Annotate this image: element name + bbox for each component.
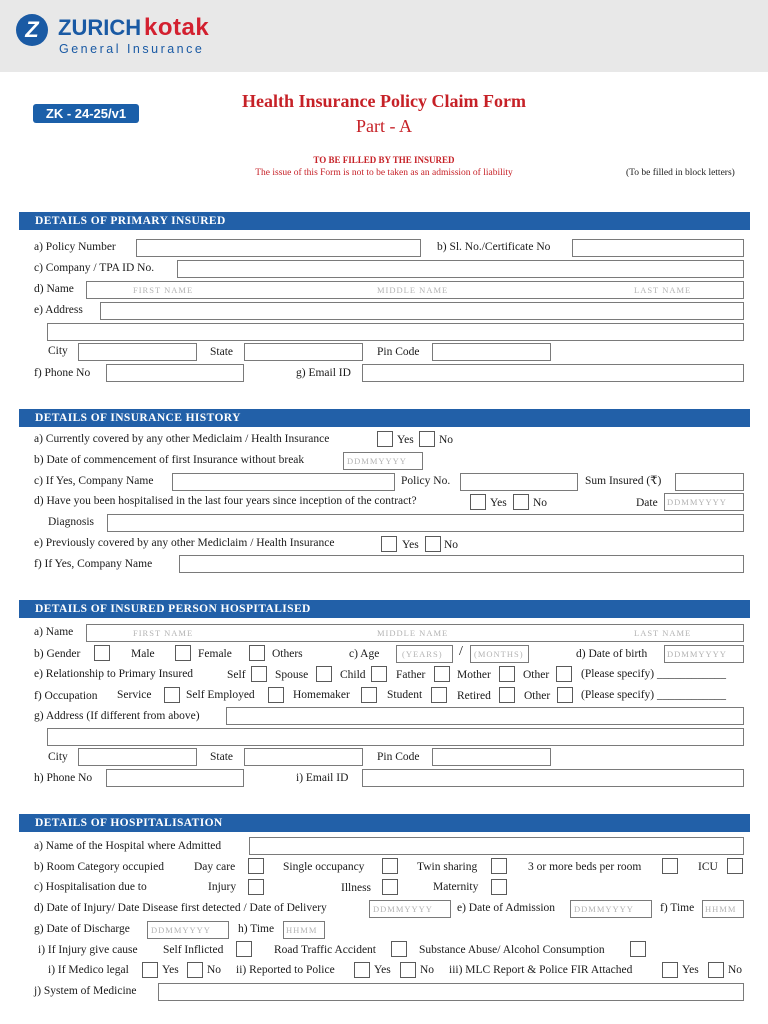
rel-other-label: Other xyxy=(523,669,550,681)
phone-label: f) Phone No xyxy=(34,367,91,379)
age-months-placeholder: (MONTHS) xyxy=(474,649,524,659)
middle-name-placeholder: MIDDLE NAME xyxy=(377,285,449,295)
occ-self-employed-checkbox[interactable] xyxy=(268,687,284,703)
rel-self-checkbox[interactable] xyxy=(251,666,267,682)
police-no-checkbox[interactable] xyxy=(400,962,416,978)
certificate-no-label: b) Sl. No./Certificate No xyxy=(437,241,551,253)
mlc-yes-checkbox[interactable] xyxy=(662,962,678,978)
police-label: ii) Reported to Police xyxy=(236,964,335,976)
age-years-placeholder: (YEARS) xyxy=(402,649,443,659)
rel-spouse-checkbox[interactable] xyxy=(316,666,332,682)
rel-father-checkbox[interactable] xyxy=(434,666,450,682)
rel-child-checkbox[interactable] xyxy=(371,666,387,682)
company-tpa-label: c) Company / TPA ID No. xyxy=(34,262,155,274)
first-insurance-date-placeholder: DDMMYYYY xyxy=(347,456,407,466)
brand-tagline: General Insurance xyxy=(59,42,205,56)
pin-code-label: Pin Code xyxy=(377,346,420,358)
due-illness-checkbox[interactable] xyxy=(382,879,398,895)
rel-spouse-label: Spouse xyxy=(275,669,309,681)
cause-substance-checkbox[interactable] xyxy=(630,941,646,957)
state-field[interactable] xyxy=(244,343,363,361)
admission-date-label: e) Date of Admission xyxy=(457,902,556,914)
brand-name xyxy=(58,14,209,42)
dob-placeholder: DDMMYYYY xyxy=(667,649,727,659)
history-a-yes-checkbox[interactable] xyxy=(377,431,393,447)
certificate-no-field[interactable] xyxy=(572,239,744,257)
patient-city-label: City xyxy=(48,751,68,763)
patient-address-label: g) Address (If different from above) xyxy=(34,710,200,722)
history-policy-no-label: Policy No. xyxy=(401,475,451,487)
history-a-yes-label: Yes xyxy=(397,434,414,446)
form-title: Health Insurance Policy Claim Form xyxy=(242,91,526,111)
medico-legal-label: i) If Medico legal xyxy=(48,964,129,976)
brand-zurich: ZURICH xyxy=(58,15,142,40)
medico-legal-yes-label: Yes xyxy=(162,964,179,976)
hospitalisation-due-label: c) Hospitalisation due to xyxy=(34,881,147,893)
rel-self-label: Self xyxy=(227,669,246,681)
medico-legal-no-label: No xyxy=(207,964,222,976)
history-a-no-checkbox[interactable] xyxy=(419,431,435,447)
sum-insured-field[interactable] xyxy=(675,473,744,491)
history-e-yes-label: Yes xyxy=(402,539,419,551)
rel-father-label: Father xyxy=(396,669,426,681)
relationship-label: e) Relationship to Primary Insured xyxy=(34,668,194,680)
rel-child-label: Child xyxy=(340,669,366,681)
rel-other-checkbox[interactable] xyxy=(556,666,572,682)
pin-code-field[interactable] xyxy=(432,343,551,361)
gender-label: b) Gender xyxy=(34,648,81,660)
room-day-care-label: Day care xyxy=(194,861,236,873)
history-f-label: f) If Yes, Company Name xyxy=(34,558,153,570)
patient-email-label: i) Email ID xyxy=(296,772,349,784)
system-of-medicine-field[interactable] xyxy=(158,983,744,1001)
history-policy-no-field[interactable] xyxy=(460,473,578,491)
room-twin-checkbox[interactable] xyxy=(491,858,507,874)
gender-female-checkbox[interactable] xyxy=(175,645,191,661)
patient-first-name-placeholder: FIRST NAME xyxy=(133,628,194,638)
medico-legal-yes-checkbox[interactable] xyxy=(142,962,158,978)
room-single-label: Single occupancy xyxy=(283,861,365,873)
history-d-date-label: Date xyxy=(636,497,658,509)
admission-time-label: f) Time xyxy=(660,902,695,914)
occ-specify-label: (Please specify) ____________ xyxy=(581,689,726,701)
last-name-placeholder: LAST NAME xyxy=(634,285,692,295)
email-label: g) Email ID xyxy=(296,367,351,379)
room-three-plus-checkbox[interactable] xyxy=(662,858,678,874)
filled-by-note: TO BE FILLED BY THE INSURED xyxy=(313,155,455,165)
injury-date-placeholder: DDMMYYYY xyxy=(373,904,433,914)
discharge-date-placeholder: DDMMYYYY xyxy=(151,925,211,935)
mlc-no-label: No xyxy=(728,964,743,976)
city-label: City xyxy=(48,345,68,357)
brand-kotak: kotak xyxy=(143,14,210,41)
occ-homemaker-label: Homemaker xyxy=(293,689,350,701)
room-single-checkbox[interactable] xyxy=(382,858,398,874)
occ-retired-label: Retired xyxy=(457,690,491,702)
company-tpa-field[interactable] xyxy=(177,260,744,278)
admission-date-placeholder: DDMMYYYY xyxy=(574,904,634,914)
cause-rta-checkbox[interactable] xyxy=(391,941,407,957)
history-f-company-field[interactable] xyxy=(179,555,744,573)
section-primary-insured: DETAILS OF PRIMARY INSURED xyxy=(19,212,750,230)
injury-cause-label: i) If Injury give cause xyxy=(38,944,138,956)
history-c-label: c) If Yes, Company Name xyxy=(34,475,154,487)
dob-label: d) Date of birth xyxy=(576,648,648,660)
history-company-name-field[interactable] xyxy=(172,473,395,491)
mlc-yes-label: Yes xyxy=(682,964,699,976)
due-maternity-checkbox[interactable] xyxy=(491,879,507,895)
gender-female-label: Female xyxy=(198,648,232,660)
section-insurance-history: DETAILS OF INSURANCE HISTORY xyxy=(19,409,750,427)
patient-name-label: a) Name xyxy=(34,626,74,638)
system-of-medicine-label: j) System of Medicine xyxy=(34,985,137,997)
due-illness-label: Illness xyxy=(341,882,372,894)
form-code-badge: ZK - 24-25/v1 xyxy=(33,104,139,123)
state-label: State xyxy=(210,346,233,358)
patient-last-name-placeholder: LAST NAME xyxy=(634,628,692,638)
police-yes-checkbox[interactable] xyxy=(354,962,370,978)
discharge-date-label: g) Date of Discharge xyxy=(34,923,130,935)
policy-number-label: a) Policy Number xyxy=(34,241,116,253)
cause-self-inflicted-label: Self Inflicted xyxy=(163,944,224,956)
mlc-no-checkbox[interactable] xyxy=(708,962,724,978)
patient-state-label: State xyxy=(210,751,233,763)
history-e-no-checkbox[interactable] xyxy=(425,536,441,552)
history-e-no-label: No xyxy=(444,539,459,551)
history-d-no-checkbox[interactable] xyxy=(513,494,529,510)
history-a-no-label: No xyxy=(439,434,454,446)
due-injury-checkbox[interactable] xyxy=(248,879,264,895)
city-field[interactable] xyxy=(78,343,197,361)
gender-male-checkbox[interactable] xyxy=(94,645,110,661)
section-insured-hospitalised: DETAILS OF INSURED PERSON HOSPITALISED xyxy=(19,600,750,618)
patient-phone-label: h) Phone No xyxy=(34,772,93,784)
discharge-time-label: h) Time xyxy=(238,923,275,935)
block-letters-note: (To be filled in block letters) xyxy=(626,168,735,178)
hospital-name-label: a) Name of the Hospital where Admitted xyxy=(34,840,222,852)
occ-service-checkbox[interactable] xyxy=(164,687,180,703)
occ-student-label: Student xyxy=(387,689,423,701)
occ-student-checkbox[interactable] xyxy=(431,687,447,703)
police-no-label: No xyxy=(420,964,435,976)
age-separator: / xyxy=(459,644,463,659)
hospital-name-field[interactable] xyxy=(249,837,744,855)
history-b-label: b) Date of commencement of first Insurance without break xyxy=(34,454,305,466)
room-three-plus-label: 3 or more beds per room xyxy=(528,861,642,873)
address-line2-field[interactable] xyxy=(47,323,744,341)
name-label: d) Name xyxy=(34,283,74,295)
history-d-no-label: No xyxy=(533,497,548,509)
medico-legal-no-checkbox[interactable] xyxy=(187,962,203,978)
occ-self-employed-label: Self Employed xyxy=(186,689,255,701)
police-yes-label: Yes xyxy=(374,964,391,976)
room-day-care-checkbox[interactable] xyxy=(248,858,264,874)
history-e-label: e) Previously covered by any other Mediclaim / Health Insurance xyxy=(34,537,335,549)
address-line1-field[interactable] xyxy=(100,302,744,320)
age-label: c) Age xyxy=(349,648,380,660)
patient-city-field[interactable] xyxy=(78,748,197,766)
injury-date-label: d) Date of Injury/ Date Disease first detected / Date of Delivery xyxy=(34,902,327,914)
room-category-label: b) Room Category occupied xyxy=(34,861,164,873)
occ-retired-checkbox[interactable] xyxy=(499,687,515,703)
form-part: Part - A xyxy=(356,116,412,136)
patient-middle-name-placeholder: MIDDLE NAME xyxy=(377,628,449,638)
history-d-yes-checkbox[interactable] xyxy=(470,494,486,510)
cause-rta-label: Road Traffic Accident xyxy=(274,944,376,956)
patient-phone-field[interactable] xyxy=(106,769,244,787)
diagnosis-label: Diagnosis xyxy=(48,516,94,528)
phone-field[interactable] xyxy=(106,364,244,382)
room-twin-label: Twin sharing xyxy=(417,861,478,873)
occ-service-label: Service xyxy=(117,689,152,701)
rel-mother-checkbox[interactable] xyxy=(499,666,515,682)
occ-homemaker-checkbox[interactable] xyxy=(361,687,377,703)
occ-other-checkbox[interactable] xyxy=(557,687,573,703)
zurich-logo-icon: Z xyxy=(16,14,48,46)
patient-address-line2-field[interactable] xyxy=(47,728,744,746)
sum-insured-label: Sum Insured (₹) xyxy=(585,475,662,487)
history-a-label: a) Currently covered by any other Mediclaim / Health Insurance xyxy=(34,433,330,445)
history-d-label: d) Have you been hospitalised in the last four years since inception of the contract? xyxy=(34,495,417,507)
cause-substance-label: Substance Abuse/ Alcohol Consumption xyxy=(419,944,605,956)
first-name-placeholder: FIRST NAME xyxy=(133,285,194,295)
discharge-time-placeholder: HHMM xyxy=(286,925,318,935)
diagnosis-field[interactable] xyxy=(107,514,744,532)
history-e-yes-checkbox[interactable] xyxy=(381,536,397,552)
address-label: e) Address xyxy=(34,304,83,316)
admission-time-placeholder: HHMM xyxy=(705,904,737,914)
hospitalised-date-placeholder: DDMMYYYY xyxy=(667,497,727,507)
gender-others-checkbox[interactable] xyxy=(249,645,265,661)
rel-mother-label: Mother xyxy=(457,669,491,681)
gender-male-label: Male xyxy=(131,648,155,660)
room-icu-checkbox[interactable] xyxy=(727,858,743,874)
email-field[interactable] xyxy=(362,364,744,382)
mlc-label: iii) MLC Report & Police FIR Attached xyxy=(449,964,633,976)
history-d-yes-label: Yes xyxy=(490,497,507,509)
patient-address-line1-field[interactable] xyxy=(226,707,744,725)
due-injury-label: Injury xyxy=(208,881,237,893)
patient-email-field[interactable] xyxy=(362,769,744,787)
rel-specify-label: (Please specify) ____________ xyxy=(581,668,726,680)
patient-pin-field[interactable] xyxy=(432,748,551,766)
section-hospitalisation: DETAILS OF HOSPITALISATION xyxy=(19,814,750,832)
liability-note: The issue of this Form is not to be taken as an admission of liability xyxy=(255,168,513,178)
occupation-label: f) Occupation xyxy=(34,690,98,702)
policy-number-field[interactable] xyxy=(136,239,421,257)
room-icu-label: ICU xyxy=(698,861,718,873)
cause-self-inflicted-checkbox[interactable] xyxy=(236,941,252,957)
patient-state-field[interactable] xyxy=(244,748,363,766)
due-maternity-label: Maternity xyxy=(433,881,479,893)
gender-others-label: Others xyxy=(272,648,303,660)
occ-other-label: Other xyxy=(524,690,551,702)
patient-pin-label: Pin Code xyxy=(377,751,420,763)
